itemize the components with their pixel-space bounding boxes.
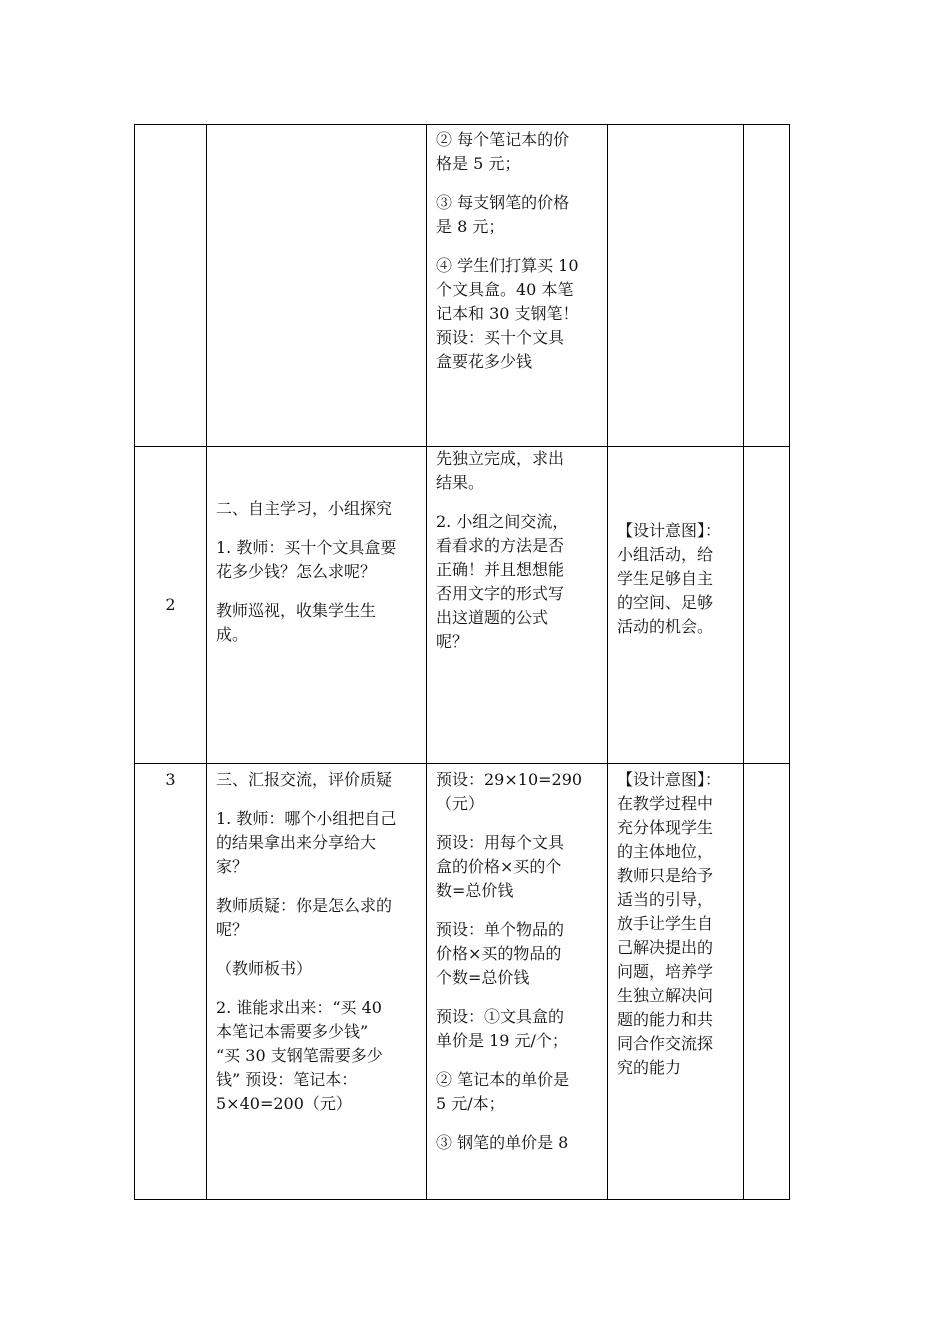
text-line: 己解决提出的: [617, 938, 714, 957]
text-line: （元）: [436, 794, 485, 813]
text-line: 充分体现学生: [617, 818, 714, 837]
text-line: （教师板书）: [216, 959, 313, 978]
text-line: ② 笔记本的单价是: [436, 1070, 570, 1089]
text-line: 家？: [216, 857, 249, 876]
text-line: 5×40=200（元）: [216, 1094, 352, 1113]
text-line: 教师质疑：你是怎么求的: [216, 896, 393, 915]
teacher-activity-cell: [207, 447, 427, 764]
table-row: [135, 764, 790, 1200]
teacher-paragraph: [216, 957, 417, 981]
text-line: 【设计意图】：: [617, 521, 722, 540]
student-paragraph: [436, 128, 598, 176]
text-line: 先独立完成，求出: [436, 449, 565, 468]
text-line: 2. 小组之间交流，: [436, 512, 569, 531]
student-paragraph: [436, 254, 598, 374]
table-row: [135, 125, 790, 447]
text-line: 结果。: [436, 473, 485, 492]
text-line: 个文具盒。40 本笔: [436, 280, 574, 299]
text-line: 盒的价格×买的个: [436, 857, 562, 876]
text-line: 预设：单个物品的: [436, 920, 565, 939]
text-line: ④ 学生们打算买 10: [436, 256, 579, 275]
text-line: ③ 钢笔的单价是 8: [436, 1133, 569, 1152]
text-line: 记本和 30 支钢笔！: [436, 304, 579, 323]
text-line: 花多少钱？怎么求呢？: [216, 562, 377, 581]
table-row: [135, 447, 790, 764]
text-line: 适当的引导，: [617, 890, 714, 909]
text-line: 呢？: [216, 920, 249, 939]
text-line: 钱” 预设：笔记本：: [216, 1070, 358, 1089]
text-line: 正确！并且想想能: [436, 560, 565, 579]
text-line: 2. 谁能求出来：“买 40: [216, 998, 382, 1017]
text-line: ③ 每支钢笔的价格: [436, 193, 570, 212]
text-line: 问题，培养学: [617, 962, 714, 981]
student-paragraph: [436, 831, 598, 903]
text-line: 教师巡视，收集学生生: [216, 601, 377, 620]
student-paragraph: [436, 447, 598, 495]
student-paragraph: [436, 918, 598, 990]
text-line: 【设计意图】：: [617, 770, 722, 789]
text-line: 在教学过程中: [617, 794, 714, 813]
text-line: 预设：买十个文具: [436, 328, 565, 347]
text-line: 单价是 19 元/个；: [436, 1031, 568, 1050]
text-line: 个数=总价钱: [436, 968, 530, 987]
design-intent-cell: [608, 764, 744, 1200]
text-line: 活动的机会。: [617, 617, 714, 636]
text-line: 放手让学生自: [617, 914, 714, 933]
text-line: 二、自主学习，小组探究: [216, 499, 393, 518]
design-intent-cell: [608, 447, 744, 764]
text-line: 5 元/本；: [436, 1094, 505, 1113]
text-line: ② 每个笔记本的价: [436, 130, 570, 149]
text-line: 出这道题的公式: [436, 608, 549, 627]
notes-cell: [744, 764, 790, 1200]
text-line: 看看求的方法是否: [436, 536, 565, 555]
text-line: 预设：29×10=290: [436, 770, 583, 789]
text-line: 生独立解决问: [617, 986, 714, 1005]
teacher-activity-cell: [207, 764, 427, 1200]
student-paragraph: [436, 1068, 598, 1116]
teacher-paragraph: [216, 807, 417, 879]
text-line: 1. 教师：哪个小组把自己: [216, 809, 397, 828]
student-paragraph: [436, 1131, 598, 1155]
notes-cell: [744, 447, 790, 764]
notes-cell: [744, 125, 790, 447]
text-line: “买 30 支钢笔需要多少: [216, 1046, 383, 1065]
text-line: 预设：①文具盒的: [436, 1007, 565, 1026]
text-line: 预设：用每个文具: [436, 833, 565, 852]
student-paragraph: [436, 191, 598, 239]
step-number-cell: 3: [135, 764, 207, 1200]
text-line: 的结果拿出来分享给大: [216, 833, 377, 852]
teacher-activity-cell: [207, 125, 427, 447]
student-activity-cell: [427, 764, 608, 1200]
teacher-paragraph: [216, 599, 417, 647]
student-paragraph: [436, 1005, 598, 1053]
text-line: 学生足够自主: [617, 569, 714, 588]
text-line: 格是 5 元；: [436, 154, 521, 173]
intent-paragraph: [617, 768, 734, 1080]
text-line: 小组活动，给: [617, 545, 714, 564]
student-activity-cell: [427, 447, 608, 764]
teacher-paragraph: [216, 894, 417, 942]
design-intent-cell: [608, 125, 744, 447]
text-line: 数=总价钱: [436, 881, 514, 900]
text-line: 同合作交流探: [617, 1034, 714, 1053]
step-number-cell: 2: [135, 447, 207, 764]
teacher-paragraph: [216, 768, 417, 792]
text-line: 1. 教师：买十个文具盒要: [216, 538, 397, 557]
step-number-cell: [135, 125, 207, 447]
text-line: 成。: [216, 625, 249, 644]
text-line: 教师只是给予: [617, 866, 714, 885]
text-line: 题的能力和共: [617, 1010, 714, 1029]
text-line: 价格×买的物品的: [436, 944, 562, 963]
text-line: 三、汇报交流，评价质疑: [216, 770, 393, 789]
text-line: 呢？: [436, 632, 469, 651]
text-line: 的主体地位，: [617, 842, 714, 861]
teacher-paragraph: [216, 497, 417, 521]
text-line: 是 8 元；: [436, 217, 505, 236]
student-activity-cell: [427, 125, 608, 447]
lesson-plan-table: [134, 124, 790, 1200]
teacher-paragraph: [216, 536, 417, 584]
text-line: 盒要花多少钱: [436, 352, 533, 371]
text-line: 本笔记本需要多少钱”: [216, 1022, 369, 1041]
text-line: 究的能力: [617, 1058, 682, 1077]
text-line: 否用文字的形式写: [436, 584, 565, 603]
teacher-paragraph: [216, 996, 417, 1116]
text-line: 的空间、足够: [617, 593, 714, 612]
student-paragraph: [436, 510, 598, 654]
intent-paragraph: [617, 519, 734, 639]
student-paragraph: [436, 768, 598, 816]
